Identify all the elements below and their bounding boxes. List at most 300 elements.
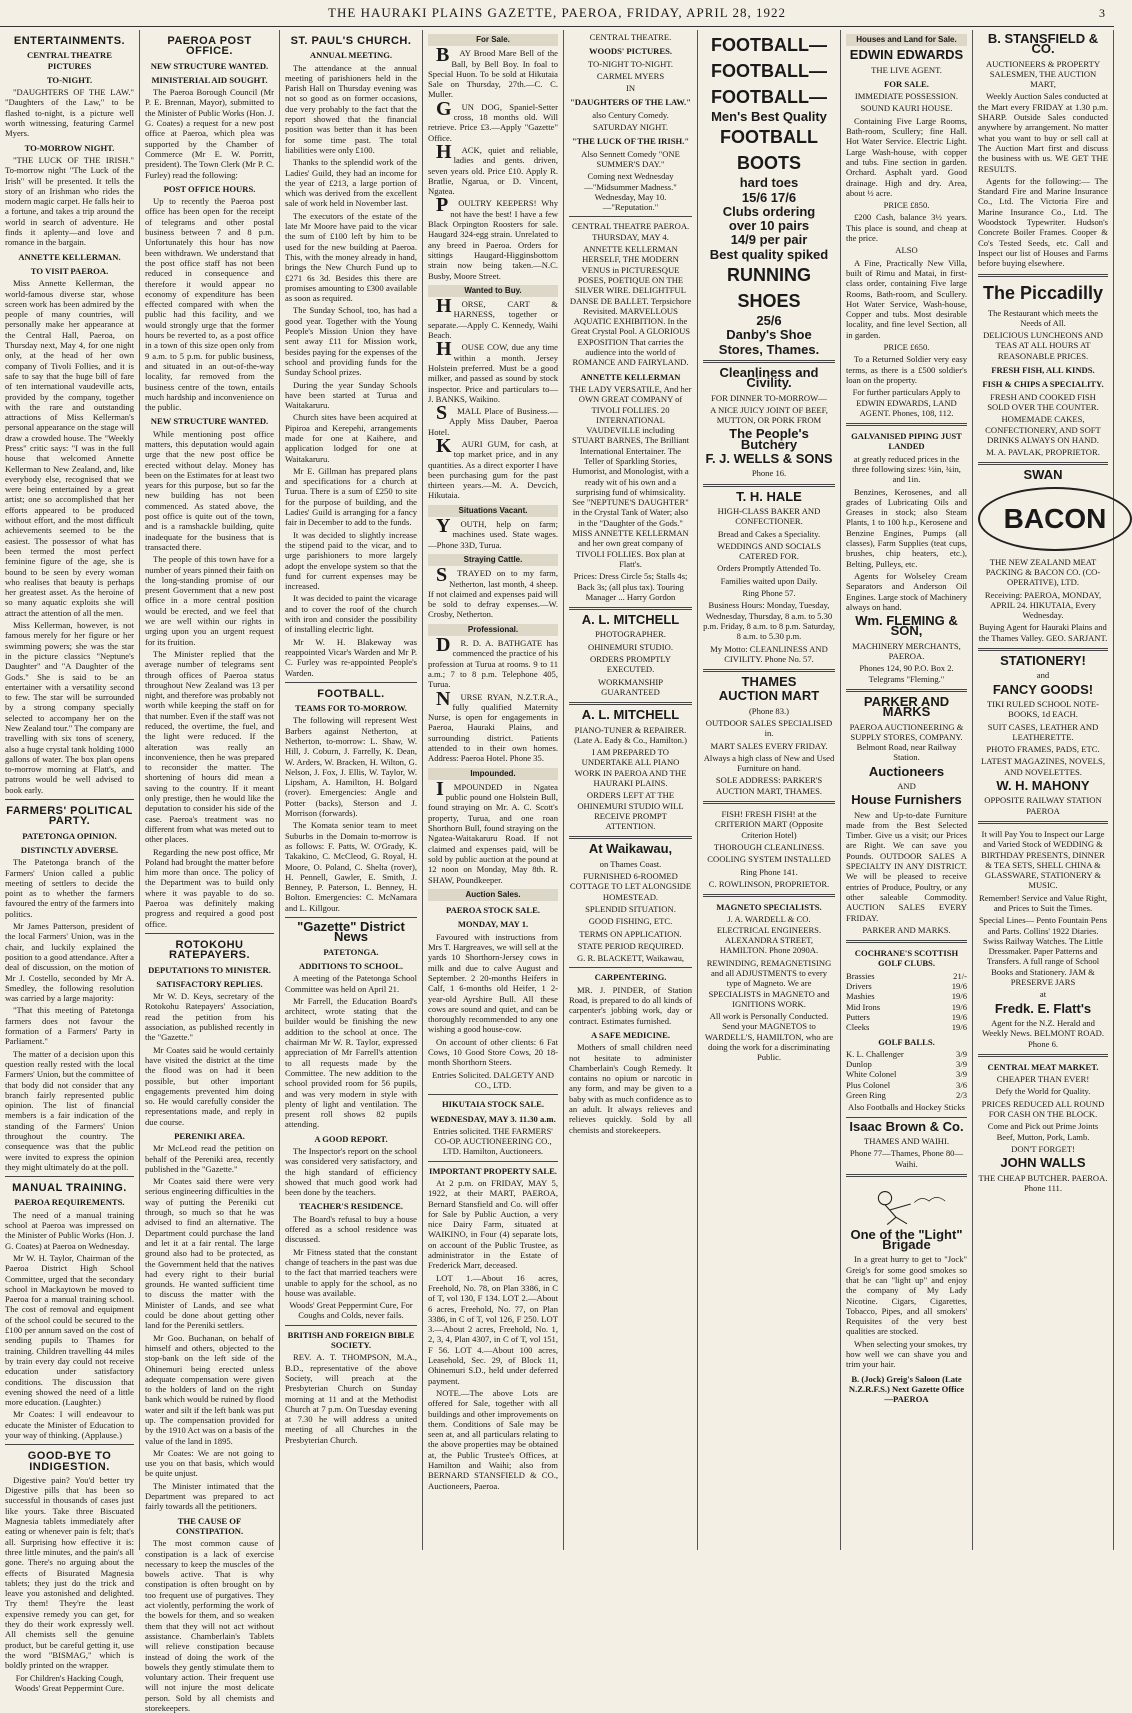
article-paragraph: "THE LUCK OF THE IRISH." To-morrow night "The Luck of the Irish" will be presented. It tells the story of an Irishman who rides the modern magic carpet. He falls heir to a fortune, and takes a trip around the world in search of adventure. He finds it aplenty—and love and romance in the bargain. [5, 154, 134, 248]
divider [569, 836, 692, 839]
ad-line: Agents for Wolseley Cream Separators and Anderson Oil Engines. Large stock of Machinery always on hand. [846, 570, 967, 612]
article-paragraph: Mr W. H. Taylor, Chairman of the Paeroa District High School Committee, urged that the secondary school in Mackaytown be moved to Paeroa for a manual training school. The cost of removal and equipment of the school could be secured to the £100 per annum saved on the cost of sending pupils to Thames for training. Children travelling 44 miles by train every day could not receive education under satisfactory conditions. The discussion that evening showed the need of a little more education. (Laughter.) [5, 1252, 134, 1408]
ad-line: Bread and Cakes a Speciality. [717, 528, 821, 539]
ad-headline: FANCY GOODS! [992, 681, 1094, 697]
classified-heading: Situations Vacant. [428, 505, 558, 517]
classified-ad: SMALL Place of Business.—Apply Miss Dauber, Paeroa Hotel. [428, 402, 558, 437]
article-paragraph: Digestive pain? You'd better try Digestive pills that has been so successful in thousands of cases just like yours. Take three Biscuated Magnesia tablets immediately after eating or whenever pain is felt; that's all. Surprising how effective it is: three little minutes, and the pain's all gone. There's no arguing about the effects of Bisurated Magnesia tablets; they just do the trick and leave you astonished and delighted. Try them! They're the least expensive remedy you can get, for they do their work expressly well. All chemists sell the genuine product, but be careful getting it, use the word "BISMAG," which is boldly printed on the wrapper. [5, 1474, 134, 1671]
ad-headline: The Piccadilly [982, 282, 1104, 303]
ad-line: The Restaurant which meets the Needs of All. [987, 307, 1099, 328]
ad-line: OPPOSITE RAILWAY STATION PAEROA [984, 795, 1102, 816]
item: Brassies [846, 970, 875, 981]
table-row [846, 1022, 967, 1032]
ad-headline: AUCTION MART [718, 688, 820, 704]
article-paragraph: The matter of a decision upon this question really rested with the local Farmers' Union, but the committee of that body did not consider that any branch fairly represented public opinion. The list of financial members is a fair indication of the standing of the Farmers' Union throughout the country. The consequence was that the public were invited to express the opinion they might ultimately do at the poll. [5, 1048, 134, 1172]
ad-headline: FOOTBALL— [711, 35, 827, 55]
ad-headline: Cleanliness and Civility. [719, 364, 819, 391]
price: 2/3 [956, 1090, 967, 1101]
ad-line: Receiving: PAEROA, MONDAY, APRIL 24. HIKUTAIA, Every Wednesday. [984, 589, 1102, 621]
ad-line: MR. J. PINDER, of Station Road, is prepared to do all kinds of carpenter's jobbing work, day or contract. Estimates furnished. [569, 984, 692, 1026]
ad-headline: A. L. MITCHELL [581, 612, 680, 628]
article-paragraph: The attendance at the annual meeting of parishioners held in the Parish Hall on Thursday evening was not so good as on former occasions, due very probably to the fact that the report showed that the financial position was better than it has been for some time past. The total liabilities were only £100. [285, 62, 417, 155]
item: Green Ring [846, 1090, 886, 1101]
classified-ad: HORSE, CART & HARNESS, together or separate.—Apply C. Kennedy, Waihi Beach. [428, 295, 558, 341]
ad-line: Phone 77—Thames, Phone 80—Waihi. [849, 1148, 964, 1169]
ad-headline: MAGNETO SPECIALISTS. [716, 902, 822, 913]
article-paragraph: The need of a manual training school at Paeroa was impressed on the Minister of Public Works (Hon. J. G. Coates) at Paeroa on Wednesday. [5, 1209, 135, 1251]
ad-line: ALSO [895, 245, 918, 256]
ad-headline: FOOTBALL— [711, 61, 827, 81]
article-paragraph: "DAUGHTERS OF THE LAW." "Daughters of the Law," to be flashed to-night, is a picture well worth witnessing, featuring Carmel Myers. [5, 87, 134, 139]
table-row [846, 1059, 967, 1069]
ad-line: PAEROA AUCTIONEERING & SUPPLY STORES, COMPANY. Belmont Road, near Railway Station. [849, 721, 964, 763]
ad-line: PHOTOGRAPHER. [595, 629, 666, 640]
price: 3/6 [956, 1079, 967, 1090]
ad-line: F. J. WELLS & SONS [705, 451, 833, 467]
ad-line: "DAUGHTERS OF THE LAW." [570, 97, 691, 108]
ad-line: (Phone 83.) [748, 705, 790, 716]
ad-line: also Century Comedy. [592, 109, 669, 120]
article-paragraph: The Minister intimated that the Department was prepared to act fairly towards all the petitioners. [145, 1480, 274, 1512]
ad-line: Best quality spiked [709, 246, 829, 262]
ad-line: Danby's Shoe [726, 327, 812, 343]
ad-line: Also Footballs and Hockey Sticks [848, 1102, 965, 1113]
ad-line: STATE PERIOD REQUIRED. [577, 940, 684, 951]
ad-line: MACHINERY MERCHANTS, PAEROA. [852, 640, 961, 662]
divider [846, 689, 967, 692]
article-paragraph: The following will represent West Barbers against Netherton, at Netherton, to-morrow: L. Shaw, W. Hill, J. Coburn, J. Farrelly, K. Dean, W. Arders, W. Bracken, H. Wilton, G. Nelson, J. Fox, J. Ellis, W. Taylor, W. Lipsham, A. Hamilton, H. Bolgard (rover). Emergencies: Angle and Potter (backs), Sterson and J. Morrison (forwards). [285, 715, 417, 819]
subheading: PAEROA REQUIREMENTS. [14, 1197, 125, 1208]
ad-line: PARKER AND MARKS. [862, 924, 951, 935]
price: 19/6 [951, 981, 967, 992]
divider [428, 1094, 558, 1095]
ad-line: Coming next Wednesday—"Midsummer Madness." Wednesday, May 10.—"Reputation." [584, 171, 677, 213]
ad-line: It will Pay You to Inspect our Large and Varied Stock of WEDDING & BIRTHDAY PRESENTS, DINNER & TEA SETS, SHELL CHINA & GLASSWARE, STATIONERY & MUSIC. [981, 828, 1105, 891]
subheading: PATETONGA. [323, 946, 379, 957]
divider [5, 1444, 134, 1445]
ad-line: Clubs ordering [722, 203, 816, 219]
article-paragraph: Regarding the new post office, Mr Poland had brought the matter before him more than once. The policy of the Department was to build only where it was payable to do so. Paeroa was definitely making progress and required a good post office. [145, 846, 274, 929]
article-paragraph: Church sites have been acquired at Pipiroa and Kerepehi, arrangements made for one at Kaihere, and application lodged for one at Waitakaruru. [285, 412, 417, 464]
ad-line: BOOTS [736, 153, 801, 174]
ad-line: SHOES [737, 291, 801, 312]
golf-balls-table [846, 1049, 967, 1100]
ad-headline: FOOTBALL— [711, 87, 827, 107]
ad-line: ORDERS LEFT AT THE OHINEMURI STUDIO WILL RECEIVE PROMPT ATTENTION. [577, 790, 684, 832]
classified-ad: NOTE.—The above Lots are offered for Sale, together with all buildings and other improvements on them. Conditions of Sale may be seen at, and all particulars relating to the above properties may be obtained at, the Public Trustee's Offices, at Hamilton and Waihi; also from BERNARD STANSFIELD & CO., Auctioneers, Paeroa. [428, 1387, 558, 1491]
article-paragraph: The Inspector's report on the school was considered very satisfactory, and the high standard of efficiency showed that much good work had been done by the teachers. [285, 1145, 417, 1198]
ad-headline: B. STANSFIELD & CO. [987, 31, 1099, 57]
divider [978, 274, 1108, 277]
heading-football: FOOTBALL. [317, 687, 385, 700]
ad-line: PRICE £650. [883, 342, 930, 353]
table-row [846, 1080, 967, 1090]
subheading: DISTINCTLY ADVERSE. [20, 844, 119, 855]
subheading: ADDITIONS TO SCHOOL. [298, 960, 404, 971]
heading-st-pauls: ST. PAUL'S CHURCH. [290, 35, 412, 47]
divider [846, 1174, 967, 1177]
ad-line: Weekly Auction Sales conducted at the Mart every FRIDAY at 1.30 p.m. SHARP. Outside Sales conducted anywhere by arrangement. No matter what you want to buy or sell call at The Auction Mart first and discuss the business with us. WE GET THE RESULTS. [978, 91, 1108, 174]
item: K. L. Challenger [846, 1048, 904, 1059]
ad-line: CARPENTERING. [594, 972, 667, 983]
article-paragraph: Mr Coates: We are not going to use you on that basis, which would be quite unjust. [145, 1447, 274, 1479]
item: Cleeks [846, 1022, 870, 1033]
ad-line: The People's Butchery [729, 426, 809, 452]
ad-line: My Motto: CLEANLINESS AND CIVILITY. Phone No. 57. [710, 643, 828, 664]
table-row [846, 991, 967, 1001]
ad-line: J. A. WARDELL & CO. ELECTRICAL ENGINEERS. ALEXANDRA STREET, HAMILTON. Phone 2090A. [716, 914, 822, 956]
article-paragraph: Mr James Patterson, president of the local Farmers' Union, was in the chair, and luckily explained the position to a good attendance. After a deal of discussion, on the motion of Mr J. Costello, seconded by Mr A. Smedley, the following resolution was carried by a large majority: [5, 921, 134, 1004]
ad-headline: Wm. FLEMING & SON, [855, 613, 958, 639]
ad-line: THOROUGH CLEANLINESS. [713, 841, 825, 852]
heading-entertainments: ENTERTAINMENTS. [13, 35, 126, 47]
price: 19/6 [951, 1022, 967, 1033]
auctioneer: Entries solicited. THE FARMERS' CO-OP. AUCTIONEERING CO., LTD. Hamilton, Auctioneers. [433, 1125, 553, 1157]
subheading: THE CAUSE OF CONSTIPATION. [175, 1515, 244, 1536]
ad-line: To a Returned Soldier very easy terms, as there is a £500 soldier's loan on the property. [846, 354, 967, 385]
ad-line: SATURDAY NIGHT. [592, 122, 669, 133]
ad-line: AND [897, 781, 916, 791]
ad-line: ORDERS PROMPTLY EXECUTED. [589, 654, 672, 675]
article-paragraph: Miss Annette Kellerman, the world-famous diverse star, whose screen work has been admired by the people of many countries, will personally make her appearance at the Central Hall, Paeroa, on Thursday next, May 4, for one night only, at the head of her own company of Tivoli Follies, and it is safe to say that the huge bill of fare of ten international vaudeville acts, provided by the company, together with the rare and outstanding attractions of Miss Kellerman's personal appearance on the stage will draw a crowded house. The "Weekly Press" critic says: "I was in the full house that welcomed Annette Kellerman to New Zealand, and, like everybody else, recognised that we were being entertained by a great artist; one so accomplished that her efforts appeared to be produced without effort, and the most difficult achievements seemed to be the easiest. The possessor of what has been termed the most perfect feminine figure of the age, she is bound to be seen by every woman who realises that beauty is perhaps her greatest asset. As the heroine of so many aquatic exploits she will attract the attention of all the men. [5, 278, 134, 618]
article-paragraph: REV. A. T. THOMPSON, M.A., B.D., representative of the above Society, will preach at the Presbyterian Church on Sunday morning at 11 and at the Methodist Church at 7 p.m. On Tuesday evening at 7.30 he will address a united meeting of all Churches in the Presbyterian Church. [285, 1352, 417, 1445]
ad-line: SOLE ADDRESS: PARKER'S AUCTION MART, THAMES. [715, 775, 823, 796]
classified-heading: Professional. [428, 624, 558, 636]
ad-line: Ring Phone 57. [742, 588, 796, 599]
ad-line: IN [625, 83, 636, 94]
ad-line: RUNNING [727, 265, 811, 286]
ad-line: Always a high class of New and Used Furniture on hand. [703, 752, 835, 774]
ad-line: WEDDINGS AND SOCIALS CATERED FOR. [716, 540, 822, 562]
ad-line: Agents for the following:— The Standard Fire and Marine Insurance Co., Ltd. The Victoria Fire and Marine Insurance Co., Ltd. The Woodstock Typewriter. Hudson's Concrete Boiler Frames. Cooper & Co's Tested Seeds, etc. Call and Inspect our list of Houses and Farms before buying elsewhere. [978, 175, 1108, 269]
article-paragraph: The Patetonga branch of the Farmers' Union called a public meeting of settlers to decide the point as to whether the farmers favoured the entry of the farmers into politics. [5, 857, 134, 919]
footer-ad: For Children's Hacking Cough, Woods' Great Peppermint Cure. [14, 1672, 125, 1693]
ad-line: SOUND KAURI HOUSE. [860, 103, 953, 114]
classified-ad: STRAYED on to my farm, Netherton, last month, 4 sheep. If not claimed and expenses paid will be sold to defray expenses.—W. Crosby, Netherton. [428, 564, 558, 620]
ad-line: Auctioneers [868, 763, 945, 779]
ad-line: PRICE £850. [883, 200, 930, 211]
ad-headline: Isaac Brown & Co. [849, 1118, 964, 1134]
ad-line: £200 Cash, balance 3½ years. This place is sound, and cheap at the price. [846, 212, 967, 244]
article-paragraph: Up to recently the Paeroa post office has been open for the receipt of telegrams and other postal business between 7 and 8 p.m. Unfortunately this hour has now been withdrawn. We understand that the post office staff has not been reduced in consequence and therefore it would appear no economy of expenditure has been effected compared with when the public had this facility, and we would strongly urge that the former hours be reverted to, as a post office in a town of this size open only from 9 a.m. to 5 p.m. for public business, and situated in an out-of-the-way locality, far removed from the business centre of the town, entails much hardship and inconvenience on the public. [145, 196, 274, 413]
subheading: CENTRAL THEATRE PICTURES [27, 50, 112, 71]
ad-line: PHOTO FRAMES, PADS, ETC. [986, 744, 1100, 755]
divider [846, 940, 967, 943]
divider [978, 1054, 1108, 1057]
table-row [846, 1002, 967, 1012]
ad-headline: CENTRAL MEAT MARKET. [987, 1061, 1099, 1072]
ad-line: OUTDOOR SALES SPECIALISED in. [705, 717, 833, 739]
heading-rotokohu: ROTOKOHU RATEPAYERS. [168, 938, 251, 962]
ad-line: B. (Jock) Greig's Saloon (Late N.Z.R.F.S.) Next Gazette Office—PAEROA [848, 1373, 965, 1405]
divider [703, 669, 835, 672]
article-paragraph: "That this meeting of Patetonga farmers does not favour the formation of a Farmers' Party in Parliament." [5, 1005, 134, 1047]
article-paragraph: While mentioning post office matters, this deputation would again urge that the new post office be erected without delay. Money has been on the Estimates for at least two years for this purpose, but so far the new building has not been commenced. As stated above, the post office is quite out of the town, and is a ramshackle building, quite inadequate for the business that is transacted there. [145, 428, 274, 552]
article-paragraph: Mr Coates said he would certainly have visited the district at the time the flood was on had it been possible, but other important engagements prevented him doing so. He would carefully consider the representations made, and reply in due course. [145, 1044, 274, 1127]
ad-line: THE LIVE AGENT. [871, 64, 942, 75]
ad-line: FOOTBALL [720, 127, 818, 148]
divider [703, 894, 835, 897]
article-paragraph: The executors of the estate of the late Mr Moore have paid to the vicar the sum of £100 left by him to be used for the new building at Paeroa. This, with the money already in hand, brings the New Church Fund up to £271 6s 3d. Besides this there are promises amounting to £300 available as soon as required. [285, 210, 417, 304]
auctioneer: Entries Solicited. DALGETY AND CO., LTD. [432, 1069, 554, 1090]
ad-line: For further particulars Apply to EDWIN EDWARDS, LAND AGENT. Phones, 108, 112. [852, 387, 961, 418]
ad-line: LATEST MAGAZINES, NOVELS, AND NOVELETTES. [981, 756, 1105, 777]
price: 21/- [953, 970, 967, 981]
classified-ad: NURSE RYAN, N.Z.T.R.A., fully qualified Maternity Nurse, is open for engagements in Paeroa, Hauraki Plains, and surrounding district. Patients attended to in their own homes. Address: Paeroa Hotel. Phone 35. [428, 687, 558, 764]
ad-line: New and Up-to-date Furniture made from the Best Selected Timber. Give us a visit; our Prices are Right. We can save you Pounds. OUTDOOR SALES A SPECIALTY IN ANY DISTRICT. We will be pleased to receive entries of Produce, Poultry, or any other saleable Commodity. AUCTION SALES EVERY FRIDAY. [846, 809, 967, 923]
ad-line: Orders Promptly Attended To. [717, 563, 821, 574]
classified-ad: GUN DOG, Spaniel-Setter cross, 18 months old. Will retrieve. Price £3.—Apply "Gazette" Office. [428, 97, 558, 143]
column-3 [280, 30, 423, 1550]
classified-heading: Impounded. [428, 768, 558, 780]
article-paragraph: The Minister replied that the average number of telegrams sent through offices of Paeroa status throughout New Zealand was 13 per night, and therefore was probably not worth while keeping the staff on for that number. Even if the staff was not reduced, the overtime, the fuel, and the light were reduced. If the alteration was really an inconvenience, then he was prepared to reconsider the matter. The shortening of hours did mean a saving to the country. If it meant only prestige, then he would like the deputation to consider his side of the case. Paeroa's treatment was no different from what was meted out to other places. [145, 648, 274, 845]
ad-line: 15/6 17/6 [741, 189, 797, 205]
ad-line: Special Lines— Pento Fountain Pens and Parts. Collins' 1922 Diaries. Swiss Railway Watches. The Little Dressmaker. Paper Patterns and Transfers. A full range of School Books and Stationery. JAM & PRESERVE JARS [979, 915, 1107, 988]
ad-line: 14/9 per pair [730, 232, 808, 248]
swan-brand: SWAN [1023, 467, 1063, 483]
item: Dunlop [846, 1059, 872, 1070]
ad-headline: THAMES [741, 674, 797, 690]
ad-line: All work is Personally Conducted. Send your MAGNETOS to WARDELL'S, HAMILTON, who are doing the work for a discriminating Public. [704, 1011, 834, 1063]
ad-headline: W. H. MAHONY [996, 778, 1090, 794]
ad-line: COOLING SYSTEM INSTALLED [707, 854, 831, 865]
ad-line: HOMEMADE CAKES, CONFECTIONERY, AND SOFT DRINKS ALWAYS ON HAND. [985, 414, 1101, 445]
masthead [0, 0, 1114, 27]
article-paragraph: The Komata senior team to meet Suburbs in the Domain to-morrow is as follows: F. Patts, W. O'Grady, K. Takakino, C. McCleod, G. Royal, H. Moore, O. Poland, C. Shelta (rover), H. Pennell, Gawler, E. Smith, J. Benney, P. Paterson, L. Benney, H. Bolton. Emergencies: C. McNamara and L. Killgour. [285, 820, 417, 913]
ad-line: Containing Five Large Rooms, Bath-room, Scullery; fine Hall. Hot Water Service. Electric Light. Large Wash-house, with copper and tubs. Fine section in garden. Orchard. Asphalt yard. Good drainage. High and dry. Area, about ½ acre. [846, 115, 967, 198]
ad-line: WOODS' PICTURES. [588, 46, 673, 57]
ad-line: PIANO-TUNER & REPAIRER. (Late A. Eady & Co., Hamilton.) [574, 724, 687, 745]
price: 19/6 [951, 1001, 967, 1012]
ad-line: I AM PREPARED TO UNDERTAKE ALL PIANO WORK IN PAEROA AND THE HAURAKI PLAINS. [574, 747, 687, 788]
subheading: TEACHER'S RESIDENCE. [298, 1201, 404, 1212]
ad-line: FRESH AND COOKED FISH SOLD OVER THE COUNTER. [987, 391, 1099, 412]
table-row [846, 981, 967, 991]
subheading: DEPUTATIONS TO MINISTER. [148, 964, 271, 975]
ad-line: FURNISHED 6-ROOMED COTTAGE TO LET ALONGSIDE HOMESTEAD. [569, 871, 692, 902]
divider [285, 1325, 417, 1326]
article-paragraph: It was decided to slightly increase the stipend paid to the vicar, and to urge parishioners to more largely adopt the envelope system so that the fund for current expenses may be increased. [285, 529, 417, 592]
footer-ad: Woods' Great Peppermint Cure, For Coughs and Colds, never fails. [289, 1300, 413, 1321]
ad-line: TO-NIGHT TO-NIGHT. [587, 58, 674, 69]
ad-line: TERMS ON APPLICATION. [579, 928, 682, 939]
ad-line: When selecting your smokes, try how well we can shave you and trim your hair. [846, 1338, 967, 1370]
heading-indigestion: GOOD-BYE TO INDIGESTION. [27, 1450, 112, 1473]
ad-line: Agent for the N.Z. Herald and Weekly News. BELMONT ROAD. Phone 6. [981, 1017, 1105, 1049]
item: Putters [846, 1011, 870, 1022]
table-row [846, 1012, 967, 1022]
divider [978, 648, 1108, 651]
article-paragraph: Mr W. D. Keys, secretary of the Rotokohu Ratepayers' Association, read the petition from his association, as published recently in the "Gazette." [145, 991, 274, 1043]
article-paragraph: Mr Fitness stated that the constant change of teachers in the past was due to the fact that married teachers were unable to apply for the school, as no house was available. [285, 1246, 417, 1298]
subheading: ANNUAL MEETING. [309, 50, 393, 61]
price: 19/6 [951, 1011, 967, 1022]
ad-line: A NICE JUICY JOINT OF BEEF, MUTTON, OR PORK FROM [710, 404, 828, 426]
ad-line: SPLENDID SITUATION. [585, 903, 676, 914]
subheading: NEW STRUCTURE WANTED. [150, 416, 269, 427]
table-row [846, 1069, 967, 1079]
heading-manual-training: MANUAL TRAINING. [12, 1182, 127, 1195]
ad-line: Defy the World for Quality. [995, 1086, 1091, 1097]
ad-line: Benzines, Kerosenes, and all grades of Lubricating Oils and Greases in stock; also Steam Plants, 1 to 100 h.p., Kerosene and Benzine Engines, Pumps (all classes), Farm Supplies (teat cups, brushes, chip heaters, etc.), Belting, Pulleys, etc. [846, 486, 967, 569]
subheading: PERENIKI AREA. [174, 1130, 245, 1141]
ad-line: A Fine, Practically New Villa, built of Rimu and Matai, in first-class order, containing Five large Rooms, Bath-room, and Scullery. Hot Water Service, Wash-house, Copper and tubs. Most desirable locality, and fine level Section, all in garden. [846, 257, 967, 340]
classified-ad: HOUSE COW, due any time within a month. Jersey Holstein preferred. Must be a good milker, and passed as sound by stock inspector. Price and particulars to— J. BANKS, Waikino. [428, 338, 558, 404]
item: Plus Colonel [846, 1079, 891, 1090]
classified-ad: DR. D. A. BATHGATE has commenced the practice of his profession at Turua at rooms. 9 to 11 a.m.; 7 to 8 p.m. Telephone 405, Turua. [428, 634, 558, 690]
golf-clubs-table [846, 971, 967, 1033]
ad-line: Ring Phone 141. [740, 866, 798, 877]
classified-heading: Straying Cattle. [428, 554, 558, 566]
subheading: NEW STRUCTURE WANTED. [150, 60, 269, 71]
article-paragraph: The most common cause of constipation is a lack of exercise necessary to keep the muscles of the bowels active. That is why constipation is often brought on by too frequent use of purgatives. They act violently, performing the work of the bowels for them, and so weaken them that they will not act without assistance. Chamberlain's Tablets will relieve constipation because instead of doing the work of the bowels they gently stimulate them to voluntary action. Their frequent use will not injure the most delicate person. Sold by all chemists and storekeepers. [145, 1538, 274, 1713]
ad-headline: One of the "Light" Brigade [850, 1226, 963, 1253]
article-paragraph: It was decided to paint the vicarage and to cover the roof of the church with iron and consider the possibility of installing electric light. [285, 593, 417, 635]
ad-line: Buying Agent for Hauraki Plains and the Thames Valley. GEO. SARJANT. [978, 622, 1108, 643]
classified-ad: HACK, quiet and reliable, ladies and gents. driven, seven years old. Price £10. Apply R. Bratlie, Ngarua, or D. Vincent, Ngatea. [428, 140, 558, 197]
article-paragraph: Mr E. Gillman has prepared plans and specifications for a church at Turua. There is a sum of £250 to site for the purpose of building, and the Ladies' Guild is arranging for a fancy fair in December to add to the funds. [285, 465, 417, 528]
bacon-logo: BACON [978, 487, 1132, 551]
page-number: 3 [1099, 6, 1106, 20]
item: White Colonel [846, 1069, 897, 1080]
ad-line: hard toes [739, 175, 799, 191]
price: 3/9 [956, 1059, 967, 1070]
ad-headline: Fredk. E. Flatt's [994, 1000, 1092, 1016]
article-paragraph: Mr W. H. Blakeway was reappointed Vicar's Warden and Mr P. C. Furley was re-appointed People's Warden. [285, 636, 417, 678]
article-paragraph: A meeting of the Patetonga School Committee was held on April 21. [285, 973, 417, 994]
article-paragraph: Mr McLeod read the petition on behalf of the Pereniki area, recently published in the "Gazette." [145, 1143, 274, 1174]
ad-line: FOR SALE. [884, 78, 929, 89]
classified-ad: BAY Brood Mare Bell of the Ball, by Bell Boy. In foal to Special Huon. To be sold at Hikutaia Sale on Thursday, 27th.—C. C. Muller. [428, 44, 558, 100]
subheading: MONDAY, MAY 1. [457, 919, 529, 930]
subheading: BRITISH AND FOREIGN BIBLE SOCIETY. [287, 1329, 415, 1351]
subheading: A GOOD REPORT. [314, 1133, 388, 1144]
article-paragraph: The Sunday School, too, has had a good year. Together with the Young People's Mission Union they have sent away £11 for Mission work, besides paying for the expenses of the school and providing funds for the Sunday School prizes. [285, 305, 417, 378]
classified-heading: Auction Sales. [428, 889, 558, 901]
table-row [846, 1049, 967, 1059]
ad-line: Business Hours: Monday, Tuesday, Wednesday, Thursday, 8 a.m. to 5.30 p.m. Friday, 8 a.m. to 8 p.m. Saturday, 8 a.m. to 5.30 p.m. [703, 600, 835, 642]
ad-line: TIKI RULED SCHOOL NOTE-BOOKS, 1d EACH. [986, 698, 1100, 720]
ad-line: House Furnishers [851, 792, 962, 808]
ad-line: CENTRAL THEATRE. [589, 32, 672, 42]
ad-line: PRICES REDUCED ALL ROUND FOR CASH ON THE BLOCK. [981, 1098, 1105, 1120]
ad-line: Phones 124, 90 P.O. Box 2. Telegrams "Fleming." [859, 663, 954, 684]
ad-line: THAMES AND WAIHI. [863, 1135, 950, 1146]
divider [703, 801, 835, 804]
classified-ad: LOT 1.—About 16 acres, Freehold, No. 78, on Plan 3386, in C of T, vol 130, F 134. LOT 2.—About 6 acres, Freehold, No. 77, on Plan 3386, in C of T, vol 126, F 250. LOT 3.—About 2 acres, Freehold, No. 1, 2, 3, 4, Plan 4307, in C of T, vol 151, F 56. LOT 4.—About 100 acres, Leasehold, Sec. 29, of Block 11, Ohinemuri S.D., held under deferred payment. [428, 1272, 558, 1386]
ad-line: FOR DINNER TO-MORROW— [711, 392, 827, 403]
ad-line: GOLF BALLS. [878, 1036, 935, 1047]
divider [569, 607, 692, 610]
ad-line: ANNETTE KELLERMAN HERSELF, THE MODERN VENUS in PICTURESQUE POSES, POETIQUE ON THE SILVER WIRE. DELIGHTFUL DANSE DE BALLET. Terpsichore Revisited. MARVELLOUS AQUATIC EXHIBITION. In the Great Crystal Pool. A GLORIOUS EXPOSITION That carries the audience into the world of ROMANCE AND FAIRYLAND. [569, 244, 692, 368]
subheading: TO-NIGHT. [46, 74, 93, 85]
divider [428, 1161, 558, 1162]
column-2 [140, 30, 280, 1713]
ad-line: GOOD FISHING, ETC. [588, 916, 673, 927]
column-1 [0, 30, 140, 1693]
ad-line: 25/6 [756, 313, 782, 329]
ad-line: In a great hurry to get to "Jock" Greig's for some good smokes so that he can "light up" and enjoy the company of My Lady Nicotine. Cigars, Cigarettes, Tobacco, Pipes, and all smokers' Requisites of the very best qualities are stocked. [846, 1254, 967, 1337]
ad-line: "THE LUCK OF THE IRISH." [571, 136, 690, 147]
divider [285, 917, 417, 918]
article-paragraph: Mr Farrell, the Education Board's architect, wrote stating that the builder would be finishing the new addition to the school at once. The chairman Mr W. R. Taylor, expressed appreciation of Mr Farrell's attention to all requests made by the Committee. The new addition to the school provided room for 56 pupils, and was very modern in style with plenty of light and ventilation. The present roll shows 82 pupils attending. [285, 995, 417, 1130]
ad-line: Mothers of small children need not hesitate to administer Chamberlain's Cough Remedy. It contains no opium or narcotic in any form, and may be given to a baby with as much confidence as to an adult. It always relieves and relieves quickly. Sold by all chemists and storekeepers. [569, 1042, 692, 1135]
column-8 [973, 30, 1114, 1550]
column-5 [564, 30, 698, 1550]
ad-line: Families waited upon Daily. [720, 575, 818, 586]
subheading: HIKUTAIA STOCK SALE. [441, 1099, 545, 1110]
article-paragraph: Thanks to the splendid work of the Ladies' Guild, they had an income for the year of £213, a large portion of which was derived from the excellent sale of work held in November last. [285, 157, 417, 209]
heading-farmers-party: FARMERS' POLITICAL PARTY. [6, 805, 133, 828]
article-paragraph: The people of this town have for a number of years pinned their faith on the long-standing promise of our present Government that a new post office in a more central position would be erected, and we feel that we are well within our rights in urging upon you an urgent request for its fruition. [145, 554, 274, 647]
divider [5, 1176, 134, 1177]
ad-line: WORKMANSHIP GUARANTEED [598, 676, 663, 697]
classified-ad: YOUTH, help on farm; machines used. State wages.—Phone 33D, Turua. [428, 515, 558, 550]
article-paragraph: Mr Coates said there were very serious engineering difficulties in the way of putting the Pereniki cut through, so much so that he was advised to find an alternative. The Department could purchase the land and let it at a fair rental. The large ground also had to be protected, as the Government held that the natives had every right to their burial grounds. He wanted sufficient time to discuss the matter with the Minister of Lands, and see what could be done about getting other land for the Pereniki settlers. [145, 1176, 274, 1331]
article-paragraph: Mr Goo. Buchanan, on behalf of himself and others, objected to the stop-bank on the left side of the Ohinemuri being erected unless adequate compensation were given to the holders of land on the right bank which would be ruined by flood water and silt if the left bank was put up. The compensation provided for by the 1910 Act was on a basis of the value of the land in 1895. [145, 1332, 274, 1446]
column-7 [841, 30, 973, 1550]
divider [846, 1117, 967, 1118]
article-paragraph: The Board's refusal to buy a house offered as a school residence was discussed. [285, 1213, 417, 1245]
price: 3/9 [956, 1069, 967, 1080]
ad-headline: GALVANISED PIPING JUST LANDED [851, 431, 962, 452]
divider [285, 682, 417, 683]
ad-line: Phone 16. [751, 468, 787, 479]
ad-line: CENTRAL THEATRE PAEROA. THURSDAY, MAY 4. [571, 221, 690, 242]
ad-line: SUIT CASES, LEATHER AND LEATHERETTE. [987, 721, 1099, 742]
item: Mashies [846, 991, 875, 1002]
ad-line: HIGH-CLASS BAKER AND CONFECTIONER. [717, 505, 821, 527]
ad-line: Prices: Dress Circle 5s; Stalls 4s; Back 3s; (all plus tax). Touring Manager ... Harry Gordon [573, 571, 688, 602]
ad-line: on Thames Coast. [599, 858, 662, 869]
ad-line: FRESH FISH, ALL KINDS. [991, 365, 1095, 376]
divider [978, 462, 1108, 465]
heading-district-news: "Gazette" District News [297, 919, 405, 945]
column-4 [423, 30, 564, 1550]
ad-line: and [1036, 670, 1050, 681]
ad-line: THE LADY VERSATILE, And her OWN GREAT COMPANY of TIVOLI FOLLIES. 20 INTERNATIONAL VAUDEVILLE including STUART BARNES, The Brilliant International Entertainer. The Teller of Sparkling Stories, Humorist, and Monologist, with a ready wit of his own and a surprising fund of whimsicality. See "NEPTUNE'S DAUGHTER" in the Crystal Tank of Water; also in the "Daughter of the Gods." MISS ANNETTE KELLERMAN and her own great company of TIVOLI FOLLIES. Box plan at Flatt's. [569, 383, 692, 569]
ad-line: FISH! FRESH FISH! at the CRITERION MART (Opposite Criterion Hotel) [714, 809, 824, 840]
classified-heading: Houses and Land for Sale. [846, 34, 967, 46]
heading-post-office: PAEROA POST OFFICE. [167, 35, 252, 58]
classified-ad: POULTRY KEEPERS! Why not have the best! I have a few Black Orpington Roosters for sale. Haugard 324-egg strain. Unrelated to any breed in Paeroa. Orders for sittings Haugard-Higginsbottom strain now being taken.—N.C. Busby, Moore Street. [428, 194, 558, 281]
ad-line: CHEAPER THAN EVER! [996, 1074, 1090, 1085]
divider [978, 821, 1108, 824]
masthead-title: THE HAURAKI PLAINS GAZETTE, PAEROA, FRIDAY, APRIL 28, 1922 [328, 5, 786, 20]
subheading: SATISFACTORY REPLIES. [156, 978, 263, 989]
ad-line: THE NEW ZEALAND MEAT PACKING & BACON CO. (CO-OPERATIVE), LTD. [985, 556, 1101, 588]
ad-line: C. ROWLINSON, PROPRIETOR. [708, 878, 830, 889]
ad-line: Stores, Thames. [718, 341, 820, 357]
item: Drivers [846, 981, 872, 992]
ad-line: CARMEL MYERS [596, 70, 665, 81]
price: 19/6 [951, 991, 967, 1002]
ad-line: Also Sennett Comedy "ONE SUMMER'S DAY." [581, 148, 680, 169]
classified-heading: For Sale. [428, 34, 558, 46]
ad-line: at [1039, 989, 1047, 1000]
divider [145, 933, 274, 934]
article-paragraph: Miss Kellerman, however, is not famous merely for her figure or her swimming powers; she was the star in the picture classics "Neptune's Daughter" and "A Daughter of the Gods." She is said to be an entertainer with a versatility second to few. The star will be surrounded by a strong company specially selected to accompany her on the New Zealand tour." The company are travelling with six tons of scenery, also a huge crystal tank holding 1000 gallons of water. The box plan opens to-morrow morning at Flatt's, and patrons would be well advised to book early. [5, 620, 134, 795]
ad-line: OHINEMURI STUDIO. [588, 641, 673, 652]
ad-line: THE CHEAP BUTCHER. PAEROA. Phone 111. [978, 1172, 1108, 1193]
article-paragraph: During the year Sunday Schools have been started at Turua and Waitakaruru. [285, 379, 417, 411]
article-paragraph: Mr Coates: I will endeavour to educate the Minister of Education to your way of thinking. (Applause.) [5, 1409, 134, 1440]
smoker-illustration [852, 1182, 962, 1226]
subheading: IMPORTANT PROPERTY SALE. [429, 1165, 557, 1176]
ad-line: Men's Best Quality [711, 109, 827, 124]
subheading: PAEROA STOCK SALE. [446, 905, 540, 916]
classified-ad: On account of other clients: 6 Fat Cows, 10 Good Store Cows, 20 18-month Shorthorn Steers. [428, 1036, 558, 1068]
